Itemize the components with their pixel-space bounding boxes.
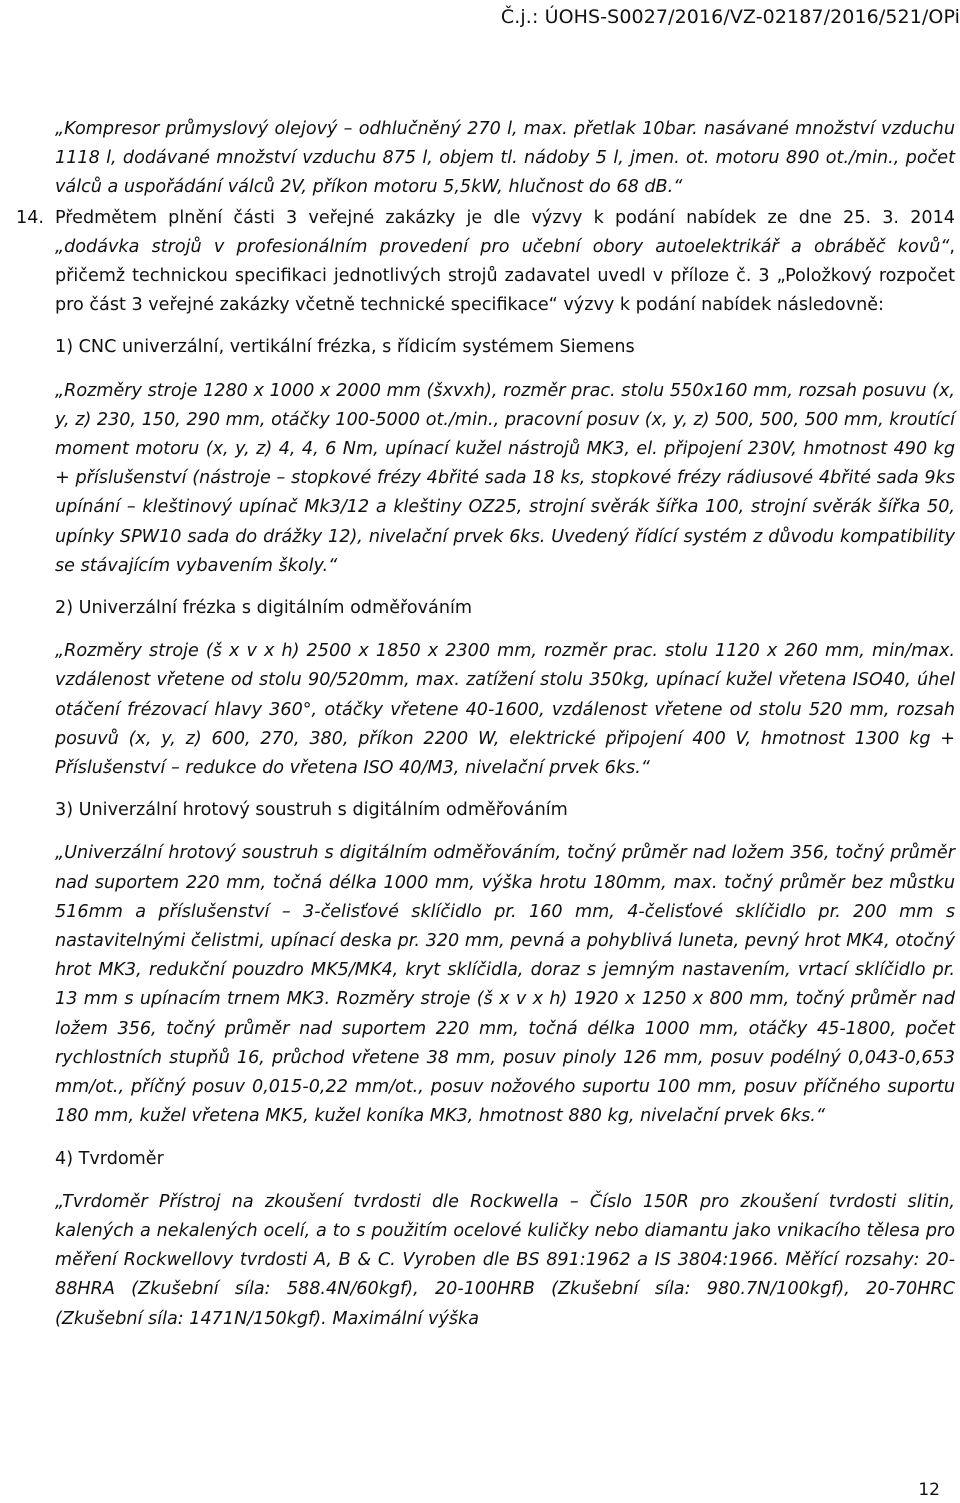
point-14-number: 14. [16,207,44,228]
item-3-description: „Univerzální hrotový soustruh s digitálním odměřováním, točný průměr nad ložem 356, točný průměr nad suportem 220 mm, točná délka 1000 mm, výška hrotu 180mm, max. točný průměr bez můstku 516mm a příslušenství – 3-čelisťové sklíčidlo pr. 160 mm, 4-čelisťové sklíčidlo pr. 200 mm s nastavitelnými čelistmi, upínací deska pr. 320 mm, pevná a pohyblivá luneta, pevný hrot MK4, otočný hrot MK3, redukční pouzdro MK5/MK4, kryt sklíčidla, doraz s jemným nastavením, vrtací sklíčidlo pr. 13 mm s upínacím trnem MK3. Rozměry stroje (š x v x h) 1920 x 1250 x 800 mm, točný průměr nad ložem 356, točný průměr nad suportem 220 mm, točná délka 1000 mm, otáčky 45-1800, počet rychlostních stupňů 16, průchod vřetene 38 mm, posuv pinoly 126 mm, posuv podélný 0,043-0,653 mm/ot., příčný posuv 0,015-0,22 mm/ot., posuv nožového suportu 100 mm, posuv příčného suportu 180 mm, kužel vřetena MK5, kužel koníka MK3, hmotnost 880 kg, nivelační prvek 6ks.“ [55,843,955,1127]
item-4-title: 4) Tvrdoměr [55,1148,164,1169]
item-2-title: 2) Univerzální frézka s digitálním odměřováním [55,598,473,619]
item-3-title: 3) Univerzální hrotový soustruh s digitálním odměřováním [55,800,568,821]
page-number: 12 [918,1480,940,1500]
compressor-spec-quote: „Kompresor průmyslový olejový – odhlučněný 270 l, max. přetlak 10bar. nasávané množství vzduchu 1118 l, dodávané množství vzduchu 875 l, objem tl. nádoby 5 l, jmen. ot. motoru 890 ot./min., počet válců a uspořádání válců 2V, příkon motoru 5,5kW, hlučnost do 68 dB.“ [55,119,955,198]
document-reference: Č.j.: ÚOHS-S0027/2016/VZ-02187/2016/521/OPi [500,6,960,28]
point-14-paragraph [16,204,955,321]
point-14-text-1: Předmětem plnění části 3 veřejné zakázky je dle výzvy k podání nabídek ze dne 25. 3. 2014 [55,207,955,228]
item-2-description: „Rozměry stroje (š x v x h) 2500 x 1850 x 2300 mm, rozměr prac. stolu 1120 x 260 mm, min/max. vzdálenost vřetene od stolu 90/520mm, max. zatížení stolu 350kg, upínací kužel vřetena ISO40, úhel otáčení frézovací hlavy 360°, otáčky vřetene 40-1600, vzdálenost vřetene od stolu 520 mm, rozsah posuvů (x, y, z) 600, 270, 380, příkon 2200 W, elektrické připojení 400 V, hmotnost 1300 kg + Příslušenství – redukce do vřetena ISO 40/M3, nivelační prvek 6ks.“ [55,641,955,779]
item-4-description: „Tvrdoměr Přístroj na zkoušení tvrdosti dle Rockwella – Číslo 150R pro zkoušení tvrdosti slitin, kalených a nekalených ocelí, a to s použitím ocelové kuličky nebo diamantu jako vnikacího tělesa pro měření Rockwellovy tvrdosti A, B & C. Vyroben dle BS 891:1962 a IS 3804:1966. Měřící rozsahy: 20-88HRA (Zkušební síla: 588.4N/60kgf), 20-100HRB (Zkušební síla: 980.7N/100kgf), 20-70HRC (Zkušební síla: 1471N/150kgf). Maximální výška [55,1191,955,1329]
item-1-description: „Rozměry stroje 1280 x 1000 x 2000 mm (šxvxh), rozměr prac. stolu 550x160 mm, rozsah posuvu (x, y, z) 230, 150, 290 mm, otáčky 100-5000 ot./min., pracovní posuv (x, y, z) 500, 500, 500 mm, kroutící moment motoru (x, y, z) 4, 4, 6 Nm, upínací kužel nástrojů MK3, el. připojení 230V, hmotnost 490 kg + příslušenství (nástroje – stopkové frézy 4břité sada 18 ks, stopkové frézy rádiusové 4břité sada 9ks upínání – kleštinový upínač Mk3/12 a kleštiny OZ25, strojní svěrák šířka 100, strojní svěrák šířka 50, upínky SPW10 sada do drážky 12), nivelační prvek 6ks. Uvedený řídící systém z důvodu kompatibility se stávajícím vybavením školy.“ [55,380,955,576]
point-14-text-2: , přičemž technickou specifikaci jednotlivých strojů zadavatel uvedl v příloze č. 3 „Položkový rozpočet pro část 3 veřejné zakázky včetně technické specifikace“ výzvy k podání nabídek následovně: [55,236,955,316]
item-1-title: 1) CNC univerzální, vertikální frézka, s řídicím systémem Siemens [55,337,635,358]
document-body [16,115,955,1334]
point-14-text-italic: „dodávka strojů v profesionálním provedení pro učební obory autoelektrikář a obráběč kovů“ [55,236,950,257]
